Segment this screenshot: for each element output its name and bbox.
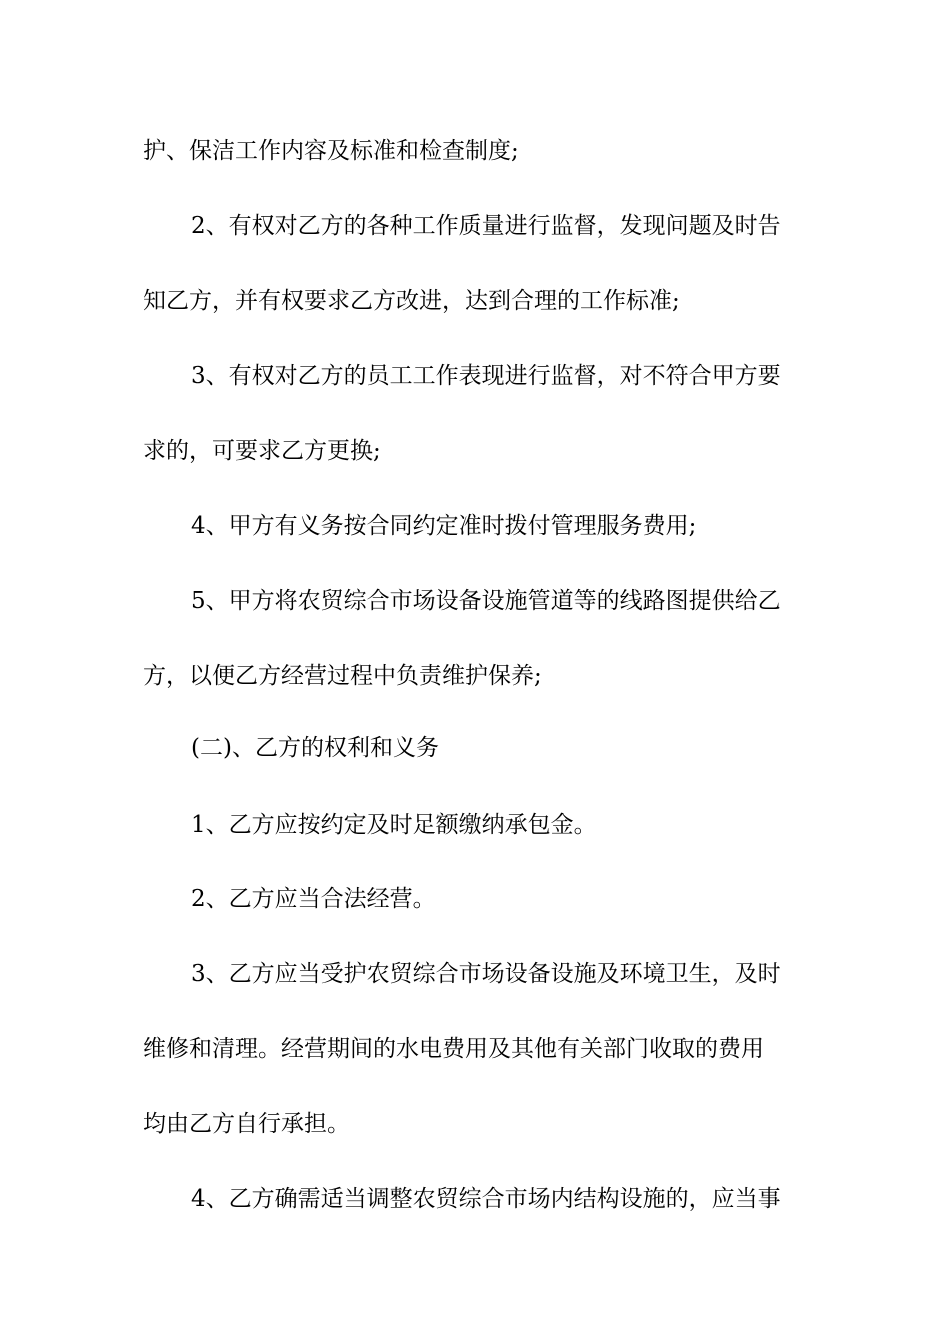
text-line-b-item-1: 1、乙方应按约定及时足额缴纳承包金。 <box>191 812 597 838</box>
text-line-b-item-2: 2、乙方应当合法经营。 <box>191 886 436 912</box>
text-line-item-3-start: 3、有权对乙方的员工工作表现进行监督，对不符合甲方要 <box>191 363 781 389</box>
text-line-item-4: 4、甲方有义务按合同约定准时拨付管理服务费用; <box>191 513 697 539</box>
text-line-item-3-end: 求的，可要求乙方更换; <box>143 438 381 464</box>
text-line-item-2-end: 知乙方，并有权要求乙方改进，达到合理的工作标准; <box>143 288 680 314</box>
text-line-b-item-4-start: 4、乙方确需适当调整农贸综合市场内结构设施的，应当事 <box>191 1186 781 1212</box>
text-line-b-item-3-start: 3、乙方应当受护农贸综合市场设备设施及环境卫生，及时 <box>191 961 781 987</box>
text-line-item-5-start: 5、甲方将农贸综合市场设备设施管道等的线路图提供给乙 <box>191 588 781 614</box>
section-heading: (二)、乙方的权利和义务 <box>191 735 439 761</box>
text-line-item-2-start: 2、有权对乙方的各种工作质量进行监督，发现问题及时告 <box>191 213 781 239</box>
text-line-continuation: 护、保洁工作内容及标准和检查制度; <box>143 138 519 164</box>
text-line-item-5-end: 方，以便乙方经营过程中负责维护保养; <box>143 663 542 689</box>
text-line-b-item-3-end: 均由乙方自行承担。 <box>143 1111 350 1137</box>
text-line-b-item-3-middle: 维修和清理。经营期间的水电费用及其他有关部门收取的费用 <box>143 1036 764 1062</box>
